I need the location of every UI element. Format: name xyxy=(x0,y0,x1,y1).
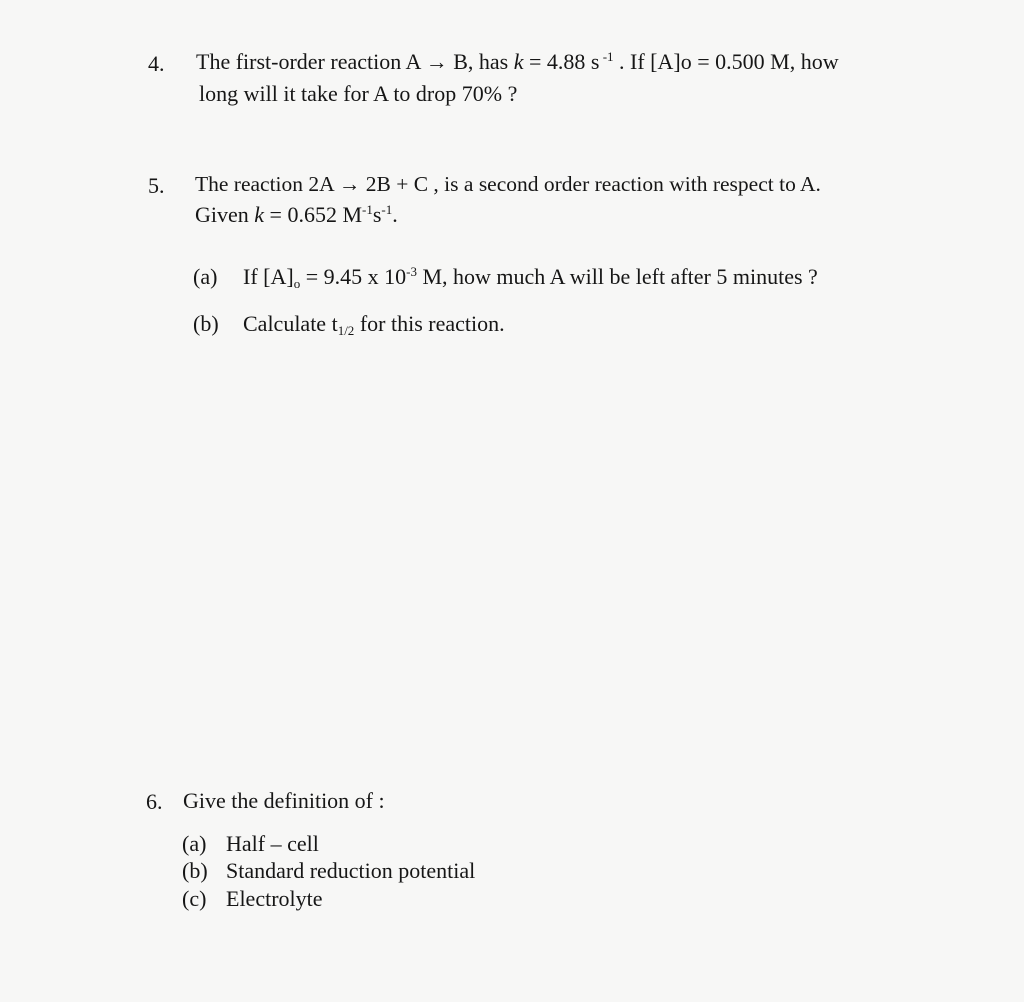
definition-item: (a) Half – cell xyxy=(182,831,319,856)
question-number: 6. xyxy=(146,789,163,814)
definition-item: (b) Standard reduction potential xyxy=(182,858,476,883)
definition-item: (c) Electrolyte xyxy=(182,886,323,911)
question-text-line: The first-order reaction A → B, has k = 4.88 s $^{-1}$ . If [A]o = 0.500 M, how xyxy=(196,49,839,74)
question-text-line: long will it take for A to drop 70% ? xyxy=(199,81,518,106)
question-number: 4. xyxy=(148,51,165,76)
question-text-line: Given k = 0.652 $M^{-1}s^{-1}$. xyxy=(195,202,398,227)
question-text-line: The reaction 2A → 2B + C , is a second order reaction with respect to A. xyxy=(195,172,821,196)
sub-question-b: (b) Calculate $t_{1/2}$ for this reaction. xyxy=(193,311,505,338)
sub-question-a: (a) If $[A]_o = 9.45$ x $10^{-3}$ M, how much A will be left after 5 minutes ? xyxy=(193,264,818,291)
question-number: 5. xyxy=(148,173,165,198)
question-text-line: Give the definition of : xyxy=(183,788,385,813)
